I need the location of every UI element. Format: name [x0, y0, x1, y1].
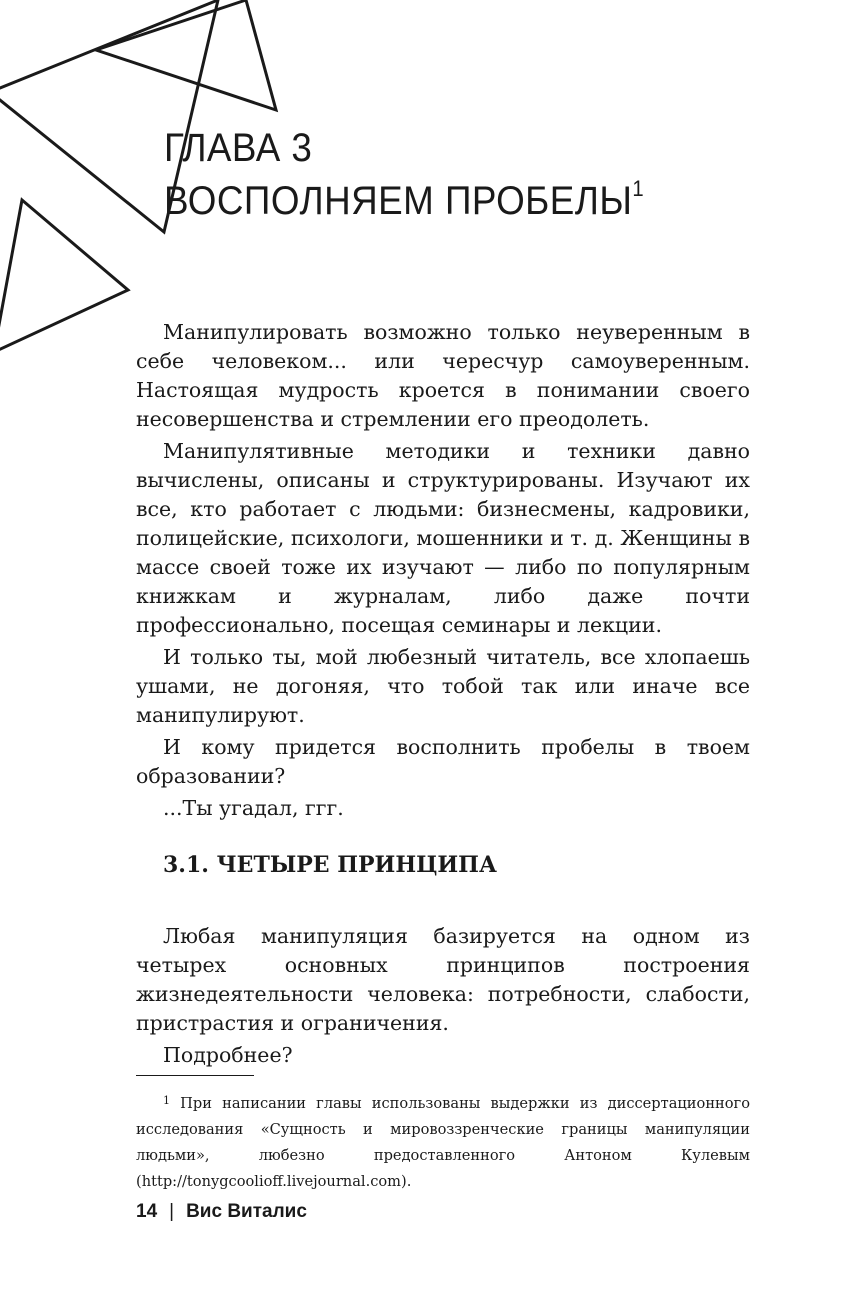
triangle-top-right [96, 0, 276, 110]
footnote-text: При написании главы использованы выдержки из диссертационного исследования «Сущность и мировоззренческие границы манипуляции людьми», любезно предоставленного Антоном Кулевым (http://tonygcoolioff.livejournal.com). [136, 1095, 750, 1190]
page-number: 14 [136, 1201, 158, 1222]
paragraph: Подробнее? [163, 1043, 293, 1067]
section-title: 3.1. ЧЕТЫРЕ ПРИНЦИПА [163, 852, 497, 878]
triangle-left [0, 200, 128, 352]
chapter-number: ГЛАВА 3 [164, 126, 313, 170]
section-text [136, 922, 750, 1070]
footnote-mark: 1 [163, 1094, 170, 1107]
page-footer [136, 1201, 307, 1223]
paragraph: Манипулировать возможно только неуверенным в себе человеком... или чересчур самоуверенным. Настоящая мудрость кроется в понимании своего несовершенства и стремлении его преодолеть. [136, 320, 750, 431]
paragraph: И только ты, мой любезный читатель, все хлопаешь ушами, не догоняя, что тобой так или иначе все манипулируют. [136, 645, 750, 727]
footnote [136, 1088, 750, 1195]
chapter-title [164, 122, 644, 228]
paragraph: ...Ты угадал, ггг. [163, 796, 344, 820]
paragraph: Манипулятивные методики и техники давно вычислены, описаны и структурированы. Изучают их все, кто работает с людьми: бизнесмены, кадровики, полицейские, психологи, мошенники и т. д. Женщины в массе своей тоже их изучают — либо по популярным книжкам и журналам, либо даже почти профессионально, посещая семинары и лекции. [136, 439, 750, 637]
author-name: Вис Виталис [186, 1201, 307, 1222]
paragraph: Любая манипуляция базируется на одном из четырех основных принципов построения жизнедеятельности человека: потребности, слабости, пристрастия и ограничения. [136, 924, 750, 1035]
footer-separator: | [169, 1201, 175, 1222]
intro-text [136, 318, 750, 823]
footnote-reference: 1 [632, 176, 645, 201]
paragraph: И кому придется восполнить пробелы в твоем образовании? [136, 735, 750, 788]
chapter-heading: ВОСПОЛНЯЕМ ПРОБЕЛЫ$^1$ [164, 176, 645, 223]
footnote-divider [136, 1075, 254, 1076]
